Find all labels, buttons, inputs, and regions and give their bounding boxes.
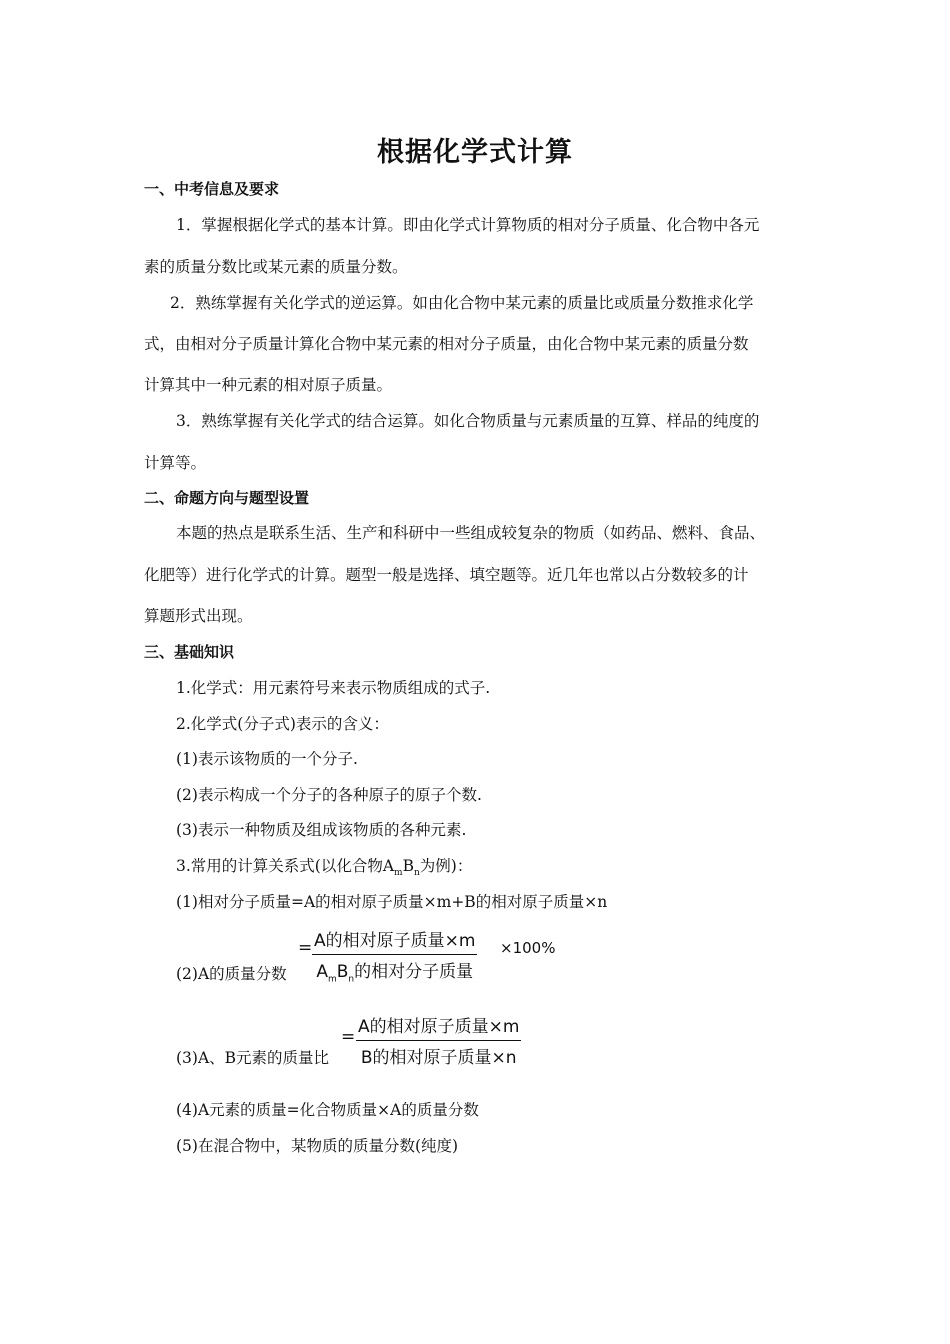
fraction-denominator: B的相对原子质量×n (360, 1048, 517, 1068)
equals-sign: = (341, 1027, 356, 1047)
fraction-numerator: A的相对原子质量×m (312, 926, 477, 955)
formula-label-mass-fraction: (2)A的质量分数 (176, 965, 287, 983)
paragraph: 素的质量分数比或某元素的质量分数。 (144, 258, 408, 276)
formula-purity: (5)在混合物中，某物质的质量分数(纯度) (176, 1137, 459, 1155)
paragraph: 3．熟练掌握有关化学式的结合运算。如化合物质量与元素质量的互算、样品的纯度的 (176, 412, 760, 430)
fraction-denominator: $A_mB_n$的相对分子质量 (316, 962, 474, 985)
paragraph: 计算其中一种元素的相对原子质量。 (144, 376, 393, 394)
fraction-mass-fraction (312, 926, 477, 984)
list-item: (3)表示一种物质及组成该物质的各种元素. (176, 821, 467, 839)
list-item: (1)表示该物质的一个分子. (176, 750, 358, 768)
fraction-mass-ratio (356, 1012, 521, 1068)
times-100-percent: ×100% (500, 939, 556, 957)
equals-sign: = (298, 938, 313, 958)
paragraph: 1．掌握根据化学式的基本计算。即由化学式计算物质的相对分子质量、化合物中各元 (176, 216, 760, 234)
formula-element-mass: (4)A元素的质量=化合物质量×A的质量分数 (176, 1101, 479, 1119)
section-heading-2: 二、命题方向与题型设置 (144, 489, 310, 507)
list-item: 1.化学式：用元素符号来表示物质组成的式子. (176, 679, 491, 697)
paragraph: 式，由相对分子质量计算化合物中某元素的相对分子质量，由化合物中某元素的质量分数 (144, 335, 749, 353)
list-item: 3.常用的计算关系式(以化合物$A_mB_n$为例)： (176, 857, 473, 879)
fraction-numerator: A的相对原子质量×m (356, 1012, 521, 1041)
section-heading-3: 三、基础知识 (144, 643, 235, 661)
paragraph: 本题的热点是联系生活、生产和科研中一些组成较复杂的物质（如药品、燃料、食品、 (176, 524, 766, 542)
paragraph: 2．熟练掌握有关化学式的逆运算。如由化合物中某元素的质量比或质量分数推求化学 (170, 294, 754, 312)
list-item: 2.化学式(分子式)表示的含义： (176, 715, 389, 733)
paragraph: 算题形式出现。 (144, 607, 253, 625)
formula-label-mass-ratio: (3)A、B元素的质量比 (176, 1049, 330, 1067)
section-heading-1: 一、中考信息及要求 (144, 180, 280, 198)
paragraph: 化肥等）进行化学式的计算。题型一般是选择、填空题等。近几年也常以占分数较多的计 (144, 566, 749, 584)
list-item: (2)表示构成一个分子的各种原子的原子个数. (176, 786, 482, 804)
formula-relative-molecular-mass: (1)相对分子质量=A的相对原子质量×m+B的相对原子质量×n (176, 893, 608, 911)
paragraph: 计算等。 (144, 454, 207, 472)
page-title: 根据化学式计算 (377, 137, 573, 168)
